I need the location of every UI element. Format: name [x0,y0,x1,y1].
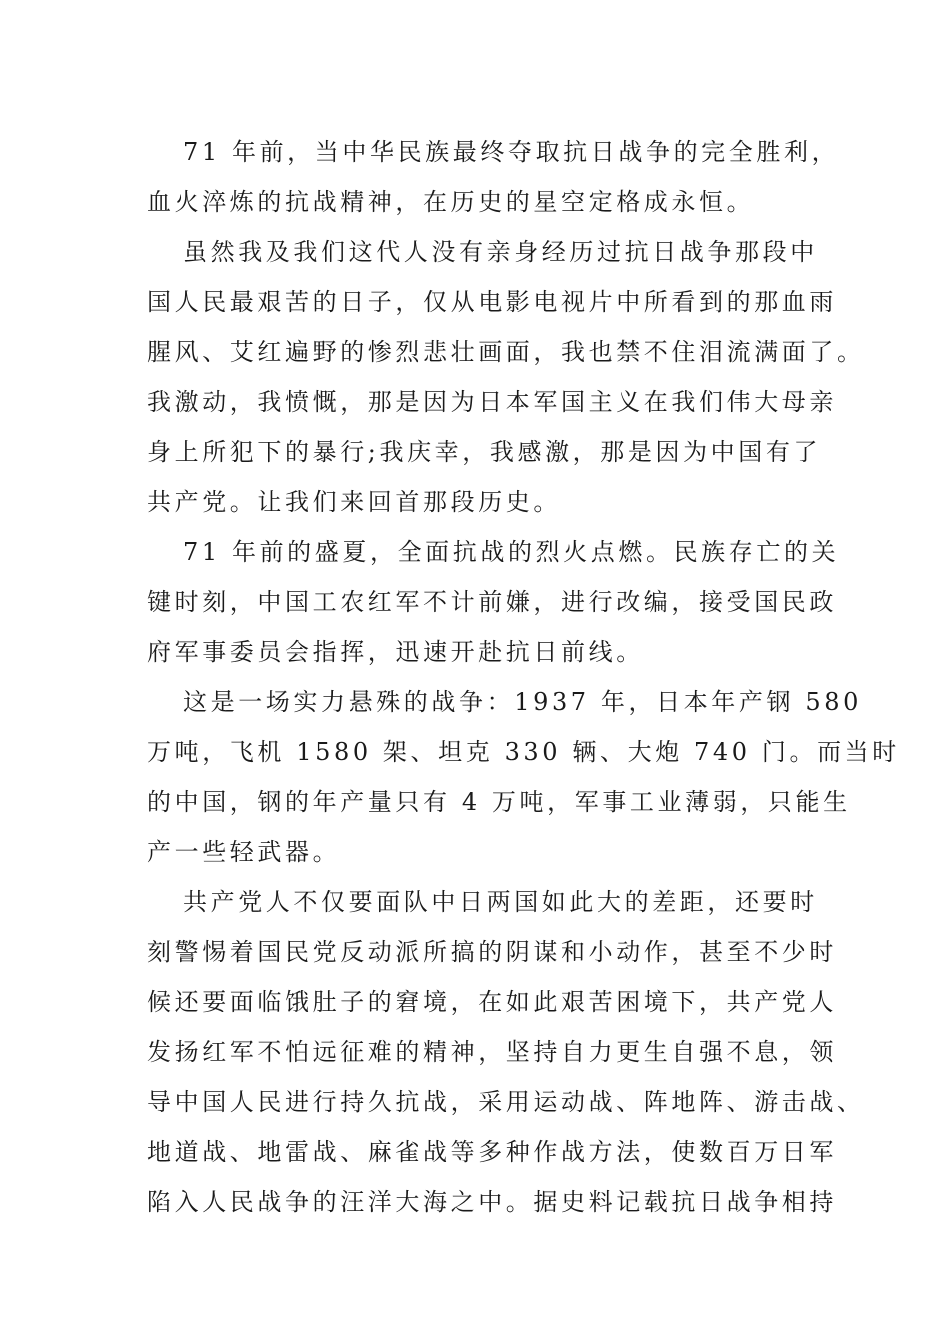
text-line: 的中国，钢的年产量只有 4 万吨，军事工业薄弱，只能生 [147,788,851,816]
text-line: 陷入人民战争的汪洋大海之中。据史料记载抗日战争相持 [147,1188,837,1216]
text-line: 候还要面临饿肚子的窘境，在如此艰苦困境下，共产党人 [147,988,837,1016]
text-line: 府军事委员会指挥，迅速开赴抗日前线。 [147,638,644,666]
text-line: 我激动，我愤慨，那是因为日本军国主义在我们伟大母亲 [147,388,837,416]
text-line: 键时刻，中国工农红军不计前嫌，进行改编，接受国民政 [147,588,837,616]
text-line: 共产党人不仅要面队中日两国如此大的差距，还要时 [183,888,818,916]
text-line: 血火淬炼的抗战精神，在历史的星空定格成永恒。 [147,188,755,216]
text-line: 导中国人民进行持久抗战，采用运动战、阵地阵、游击战、 [147,1088,865,1116]
text-line: 71 年前的盛夏，全面抗战的烈火点燃。民族存亡的关 [183,538,840,566]
text-line: 这是一场实力悬殊的战争：1937 年，日本年产钢 580 [183,688,862,716]
text-line: 71 年前，当中华民族最终夺取抗日战争的完全胜利， [183,138,840,166]
text-line: 地道战、地雷战、麻雀战等多种作战方法，使数百万日军 [147,1138,837,1166]
text-line: 国人民最艰苦的日子，仅从电影电视片中所看到的那血雨 [147,288,837,316]
text-line: 刻警惕着国民党反动派所搞的阴谋和小动作，甚至不少时 [147,938,837,966]
text-line: 发扬红军不怕远征难的精神，坚持自力更生自强不息，领 [147,1038,837,1066]
text-line: 产一些轻武器。 [147,838,341,866]
text-line: 腥风、艾红遍野的惨烈悲壮画面，我也禁不住泪流满面了。 [147,338,865,366]
text-line: 身上所犯下的暴行;我庆幸，我感激，那是因为中国有了 [147,438,822,466]
text-line: 万吨，飞机 1580 架、坦克 330 辆、大炮 740 门。而当时 [147,738,900,766]
text-line: 共产党。让我们来回首那段历史。 [147,488,561,516]
text-line: 虽然我及我们这代人没有亲身经历过抗日战争那段中 [183,238,818,266]
